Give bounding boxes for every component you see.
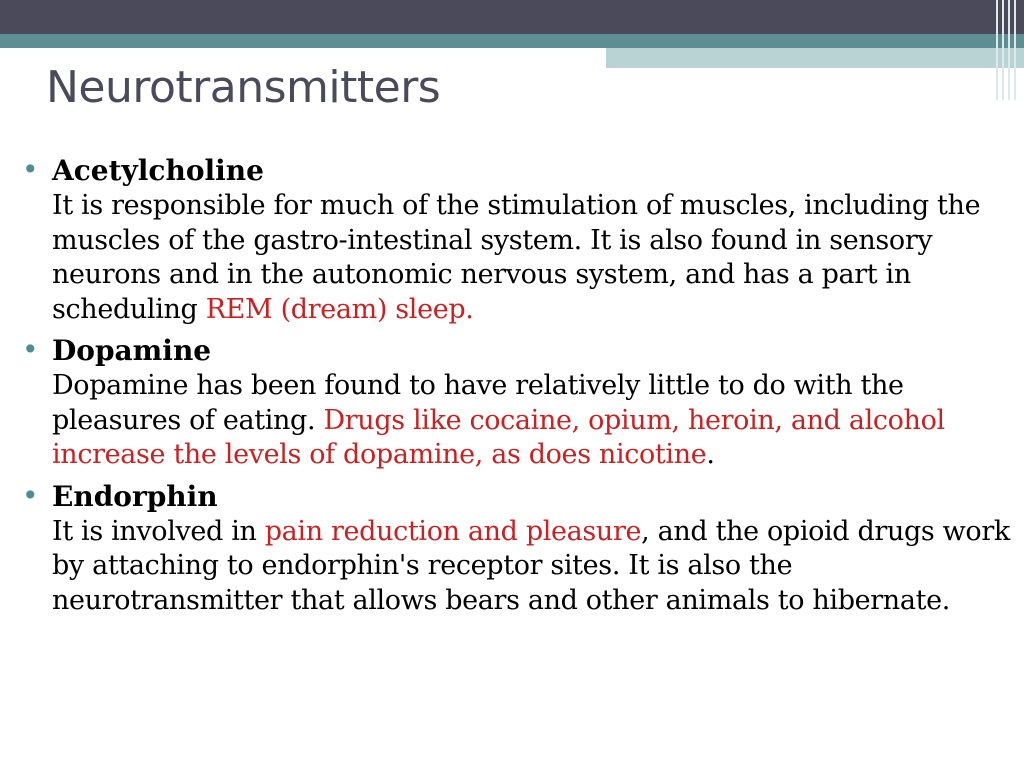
header-light-accent (606, 48, 1024, 68)
item-description (52, 189, 1012, 327)
bullet-item-dopamine (22, 333, 1012, 473)
bullet-dot-icon: • (22, 153, 39, 186)
bullet-item-acetylcholine (22, 153, 1012, 327)
text-span: Dopamine has been found to have relatively little to do with the pleasures of eating. (52, 370, 904, 436)
text-span: It is responsible for much of the stimulation of muscles, including the muscles of the gastro-intestinal system. It is also found in sensory neurons and in the autonomic nervous system, and has a part in scheduling (52, 190, 981, 325)
text-span: It is involved in (52, 515, 265, 547)
bullet-list (22, 153, 1012, 624)
bullet-item-endorphin (22, 479, 1012, 619)
header-dark-band (0, 0, 1024, 34)
item-heading: Acetylcholine (52, 154, 264, 187)
item-heading: Endorphin (52, 479, 218, 513)
highlight-span: REM (dream) sleep. (205, 293, 474, 325)
item-heading: Dopamine (52, 334, 212, 367)
highlight-span: pain reduction and pleasure (264, 515, 642, 547)
highlight-span: Drugs like cocaine, opium, heroin, and alcohol increase the levels of dopamine, as does nicotine (52, 404, 945, 470)
item-description (52, 515, 1012, 619)
bullet-dot-icon: • (22, 333, 39, 366)
item-description (52, 369, 1012, 473)
text-span: , and the opioid drugs work by attaching to endorphin's receptor sites. It is also the neurotransmitter that allows bears and other animals to hibernate. (52, 515, 1010, 616)
bullet-dot-icon: • (22, 478, 39, 512)
slide-title: Neurotransmitters (46, 62, 441, 113)
header-teal-band (0, 34, 1024, 48)
text-span: . (706, 439, 715, 470)
corner-line-decoration (990, 0, 1024, 100)
